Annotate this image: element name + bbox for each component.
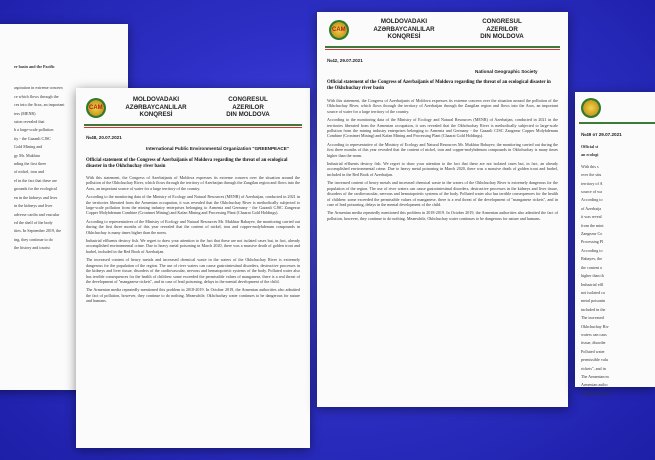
body-paragraph: According to the monitoring data of the Ministry of Ecology and Natural Resources (MENR) of Azerbaijan, conducted in 2021 in the territories liberated from the Armenian occupation, it was revealed that the Okhchuchay River is methodically subjected to large-scale pollution from the mining industry enterprises belonging to Armenia and Germany - the Gazanli CJSC Zangezur Copper Molybdenum Combine (Cronimet Mining) and Kafan Mining and Processing Plant (Chaarat Gold Holdings). bbox=[86, 194, 300, 216]
edge-doc-text bbox=[581, 144, 651, 399]
header-rule bbox=[325, 46, 560, 48]
header-rule bbox=[579, 122, 655, 124]
header-rule bbox=[84, 124, 302, 126]
left-doc-line: ity - the Gazanli CJSC bbox=[14, 135, 51, 141]
edge-doc-line: from the mini bbox=[581, 222, 604, 228]
edge-doc-line: source of wa bbox=[581, 189, 602, 195]
edge-doc-line: According to bbox=[581, 247, 603, 253]
org-name-az: MOLDOVADAKI AZƏRBAYCANLILAR KONQRESİ bbox=[373, 18, 435, 40]
doc-body bbox=[327, 98, 558, 224]
header-rule-red bbox=[84, 127, 302, 128]
edge-doc-line: The Armenian m bbox=[581, 373, 609, 379]
body-paragraph: Industrial effluents destroy fish. We regret to draw your attention to the fact that these are not isolated cases but, in fact, already accomplished environmental crime. Due to heavy metal poisoning in March 2020, there was a massive death of golden trout and barbel, included in the Red Book of Azerbaijan. bbox=[86, 238, 300, 254]
doc-recipient: National Geographic Society bbox=[475, 69, 538, 74]
edge-doc-line: of Azerbaija bbox=[581, 205, 602, 211]
left-doc-line: h a large-scale pollution bbox=[14, 127, 54, 133]
logo-text: CAM bbox=[332, 27, 346, 33]
body-paragraph: Industrial effluents destroy fish. We regret to draw your attention to the fact that these are not isolated cases but, in fact, an already accomplished environmental crime. Due to heavy metal poisoning in March 2020, there was a massive death of golden trout and barbel, included in the Red Book of Azerbaijan. bbox=[327, 161, 558, 177]
left-doc-line: ce which flows through the bbox=[14, 93, 59, 99]
body-paragraph: The increased content of heavy metals and increased chemical waste in the waters of the Okhchuchay River is extremely dangerous for the population of the region. The use of river waters can cause gastrointestinal disorders, destructive processes in the kidneys and liver tissue, disorders of the cardiovascular, nervous and hematopoietic systems of the body. Polluted water also has terrible consequences for the health of children: some exceeded the permissible values of manganese, there is a real threat of the development of "manganese rickets", and in case of lead poisoning, delays in the mental development of the child. bbox=[86, 257, 300, 284]
doc-body bbox=[86, 175, 300, 307]
edge-doc-line: over the situ bbox=[581, 172, 602, 178]
edge-doc-line: Zangezur Co bbox=[581, 231, 603, 237]
edge-doc-line: Official st bbox=[581, 144, 599, 149]
body-paragraph: According to the monitoring data of the Ministry of Ecology and Natural Resources (MENR) of Azerbaijan, conducted in 2021 in the territories liberated from the Armenian occupation, it was revealed that the Okhchuchay River is methodically subjected to large-scale pollution from the mining industry enterprises belonging to Armenia and Germany - the Gazanli CJSC Zangezur Copper Molybdenum Combine (Cronimet Mining) and Kafan Mining and Processing Plant (Chaarat Gold Holdings). bbox=[327, 117, 558, 139]
left-doc-line: ities. In September 2019, the bbox=[14, 228, 62, 234]
left-doc-line: gy Mr. Mukhtar bbox=[14, 152, 41, 158]
edge-doc-line: waters can caus bbox=[581, 331, 607, 337]
left-doc-heading-fragment: er basin and the Pacific bbox=[14, 64, 55, 69]
left-doc-line: ters (MENR) bbox=[14, 110, 36, 116]
body-paragraph: The Armenian media repeatedly mentioned this problem in 2018-2019. In October 2019, the Armenian authorities also admitted the fact of pollution, however, they continue to do nothing. Meanwhile, Okhchuchay water continues to be dangerous for nature and humans. bbox=[86, 287, 300, 304]
edge-doc-line: rickets", and in bbox=[581, 365, 606, 371]
edge-doc-line: According to bbox=[581, 197, 603, 203]
left-doc-line: ing, they continue to do bbox=[14, 236, 53, 242]
left-doc-line: of nickel, iron and bbox=[14, 169, 45, 175]
edge-doc-line: included in the bbox=[581, 306, 606, 312]
left-doc-line: ed the shelf of the body bbox=[14, 219, 53, 225]
body-paragraph: The Armenian media repeatedly mentioned this problem in 2018-2019. In October 2019, the Armenian authorities also admitted the fact of pollution, however, they continue to do nothing. Meanwhile, Okhchuchay water continues to be dangerous for nature and humans. bbox=[327, 210, 558, 221]
cam-logo-icon bbox=[581, 98, 601, 118]
edge-doc-line: territory of A bbox=[581, 180, 603, 186]
left-doc-line: grounds for the ecological bbox=[14, 186, 57, 192]
left-doc-line: adverse cardio and vascular bbox=[14, 211, 60, 217]
edge-doc-line: The increased bbox=[581, 315, 604, 321]
edge-doc-line: Polluted water bbox=[581, 348, 605, 354]
left-doc-line: el in the fact that these are bbox=[14, 177, 57, 183]
left-doc-line: aspiration in extreme concern bbox=[14, 85, 63, 91]
org-name-ro: CONGRESUL AZERILOR DIN MOLDOVA bbox=[226, 96, 270, 118]
edge-doc-line: tissue, disorder bbox=[581, 340, 606, 346]
body-paragraph: With this statement, the Congress of Azerbaijanis of Moldova expresses its extreme concern over the situation around the pollution of the Okhchuchay River, which flows through the territory of Azerbaijan through the Zangilan region and flows into the Arax, an important source of water for a large territory of the country. bbox=[327, 98, 558, 114]
header-rule-red bbox=[325, 49, 560, 50]
edge-doc-line: With this s bbox=[581, 163, 599, 169]
doc-reference: №49 от 29.07.2021 bbox=[581, 132, 622, 137]
logo-text: CAM bbox=[89, 105, 103, 111]
edge-doc-line: Babayev, the bbox=[581, 256, 603, 262]
left-doc-line: Gold Mining and bbox=[14, 144, 43, 150]
left-doc-line: ssion revealed that bbox=[14, 119, 45, 125]
body-paragraph: According to representatives of the Ministry of Ecology and Natural Resources Mr. Mukhtar Babayev, the monitoring carried out during the first three months of this year revealed that the content of nickel, iron and copper-molybdenum compounds in Okhchuchay is many times higher than the norm. bbox=[86, 218, 300, 235]
left-doc-line: en in the kidneys and liver bbox=[14, 194, 58, 200]
org-name-ro: CONGRESUL AZERILOR DIN MOLDOVA bbox=[480, 18, 524, 40]
edge-doc-line: the content o bbox=[581, 264, 603, 270]
left-doc-line: in the kidneys and liver bbox=[14, 203, 53, 209]
edge-doc-line: higher than th bbox=[581, 273, 604, 279]
document-greenpeace bbox=[76, 88, 310, 448]
edge-doc-line: it was reveal bbox=[581, 214, 602, 220]
left-doc-line: nding the first three bbox=[14, 161, 47, 167]
org-name-az: MOLDOVADAKI AZƏRBAYCANLILAR KONQRESİ bbox=[125, 96, 187, 118]
left-doc-line: the history and tourist bbox=[14, 245, 50, 251]
edge-doc-line: Armenian autho bbox=[581, 382, 608, 388]
body-paragraph: According to representative of the Ministry of Ecology and Natural Resources Mr. Mukhtar Babayev, the monitoring carried out during the first three months of this year revealed that the content of nickel, iron and copper-molybdenum compounds in Okhchuchay is many times higher than the norm. bbox=[327, 141, 558, 158]
edge-doc-line: Industrial effl bbox=[581, 281, 604, 287]
edge-doc-line: permissible valu bbox=[581, 357, 608, 363]
edge-doc-line: nothing. Meanwh bbox=[581, 390, 610, 396]
document-national-geographic bbox=[317, 12, 568, 407]
doc-title: Official statement of the Congress of Azerbaijanis of Moldova regarding the threat of an ecological disaster in the Okhchuchay river basin bbox=[327, 80, 551, 91]
edge-doc-line: metal poisonin bbox=[581, 298, 606, 304]
body-paragraph: With this statement, the Congress of Azerbaijanis of Moldova expresses its extreme concern over the situation around the pollution of the Okhchuchay River, which flows through the territory of Azerbaijan through the Zangilan region and flows into the Arax, an important source of water for a large territory of the country. bbox=[86, 175, 300, 191]
edge-doc-line: an ecologi bbox=[581, 152, 599, 158]
document-right-partial bbox=[575, 92, 655, 396]
body-paragraph: The increased content of heavy metals and increased chemical waste in the waters of the Okhchuchay River is extremely dangerous for the population of the region. The use of river waters can cause gastrointestinal disorders, destructive processes in the kidneys and liver tissue, disorders of the cardiovascular, nervous and hematopoietic systems of the body. Polluted water also has terrible consequences for the health of children: some exceeded the permissible values of manganese, there is a real threat of the development of "manganese rickets", and in case of lead poisoning, delays in the mental development of the child. bbox=[327, 180, 558, 207]
edge-doc-line: Okhchuchay Riv bbox=[581, 323, 609, 329]
doc-reference: №48, 20.07.2021 bbox=[86, 135, 122, 140]
doc-recipient: International Public Environmental Organization "GREENPEACE" bbox=[146, 146, 289, 151]
edge-doc-line: not isolated ca bbox=[581, 289, 605, 295]
doc-title: Official statement of the Congress of Azerbaijanis of Moldova regarding the threat of an ecological disaster in the Okhchuchay river basin bbox=[86, 158, 288, 169]
left-doc-line: ces into the Arax, an important bbox=[14, 102, 65, 108]
edge-doc-line: Processing Pl bbox=[581, 239, 604, 245]
doc-reference: №42, 29.07.2021 bbox=[327, 58, 363, 63]
